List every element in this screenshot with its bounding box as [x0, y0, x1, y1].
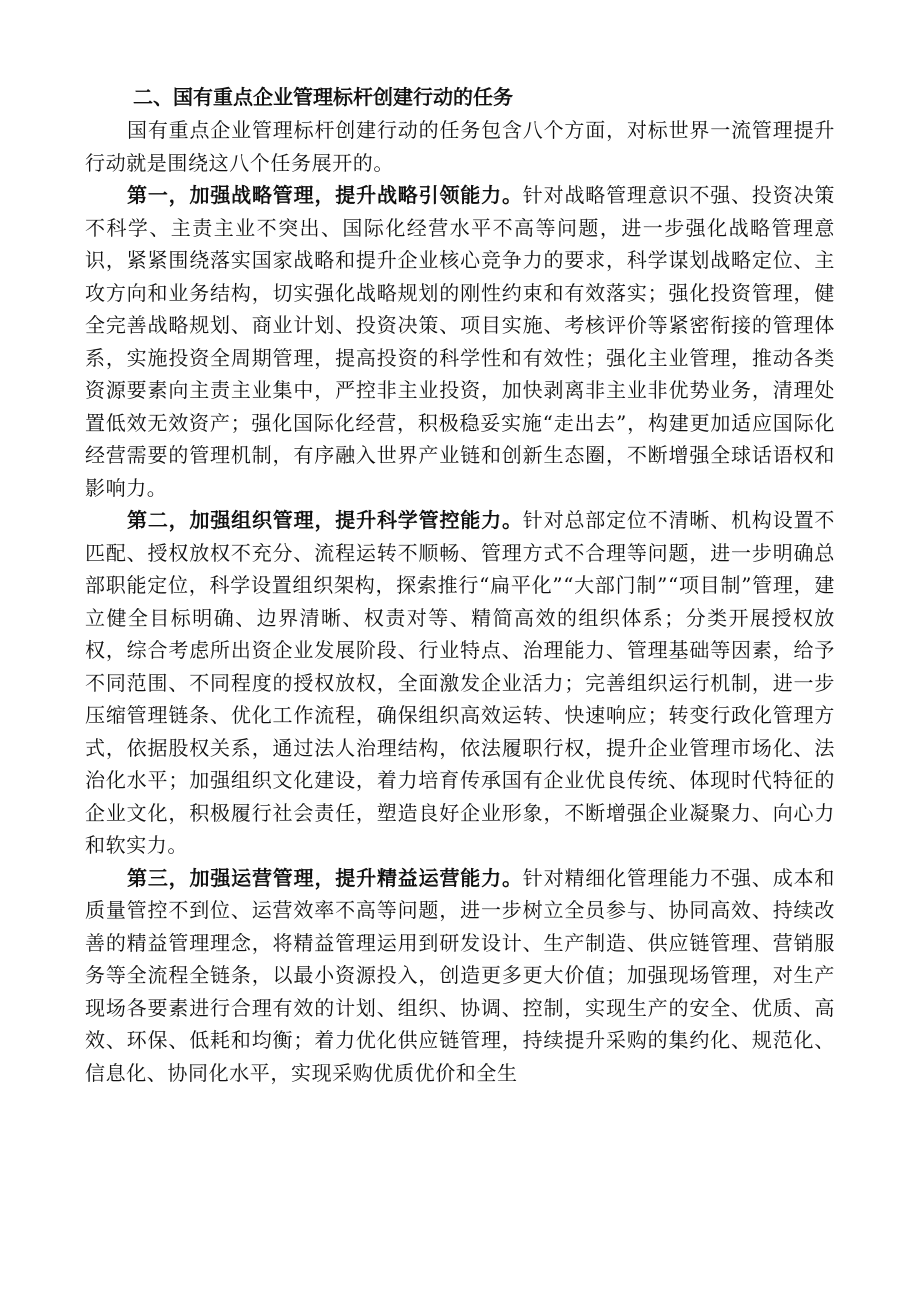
paragraph-lead: 第一，加强战略管理，提升战略引领能力。	[127, 183, 523, 207]
paragraph-body: 针对精细化管理能力不强、成本和质量管控不到位、运营效率不高等问题，进一步树立全员参与、协同高效、持续改善的精益管理理念，将精益管理运用到研发设计、生产制造、供应链管理、营销服务等全流程全链条，以最小资源投入，创造更多更大价值；加强现场管理，对生产现场各要素进行合理有效的计划、组织、协调、控制，实现生产的安全、优质、高效、环保、低耗和均衡；着力优化供应链管理，持续提升采购的集约化、规范化、信息化、协同化水平，实现采购优质优价和全生	[85, 865, 836, 1085]
paragraph-body: 针对总部定位不清晰、机构设置不匹配、授权放权不充分、流程运转不顺畅、管理方式不合理等问题，进一步明确总部职能定位，科学设置组织架构，探索推行“扁平化”“大部门制”“项目制”管理，建立健全目标明确、边界清晰、权责对等、精简高效的组织体系；分类开展授权放权，综合考虑所出资企业发展阶段、行业特点、治理能力、管理基础等因素，给予不同范围、不同程度的授权放权，全面激发企业活力；完善组织运行机制，进一步压缩管理链条、优化工作流程，确保组织高效运转、快速响应；转变行政化管理方式，依据股权关系，通过法人治理结构，依法履职行权，提升企业管理市场化、法治化水平；加强组织文化建设，着力培育传承国有企业优良传统、体现时代特征的企业文化，积极履行社会责任，塑造良好企业形象，不断增强企业凝聚力、向心力和软实力。	[85, 508, 836, 857]
section-heading: 二、国有重点企业管理标杆创建行动的任务	[133, 85, 513, 109]
paragraph-lead: 第三，加强运营管理，提升精益运营能力。	[127, 865, 523, 890]
paragraph-body: 针对战略管理意识不强、投资决策不科学、主责主业不突出、国际化经营水平不高等问题，进一步强化战略管理意识，紧紧围绕落实国家战略和提升企业核心竞争力的要求，科学谋划战略定位、主攻方向和业务结构，切实强化战略规划的刚性约束和有效落实；强化投资管理，健全完善战略规划、商业计划、投资决策、项目实施、考核评价等紧密衔接的管理体系，实施投资全周期管理，提高投资的科学性和有效性；强化主业管理，推动各类资源要素向主责主业集中，严控非主业投资，加快剥离非主业非优势业务，清理处置低效无效资产；强化国际化经营，积极稳妥实施“走出去”，构建更加适应国际化经营需要的管理机制，有序融入世界产业链和创新生态圈，不断增强全球话语权和影响力。	[85, 183, 836, 500]
paragraph-lead: 第二，加强组织管理，提升科学管控能力。	[127, 508, 523, 532]
intro-paragraph: 国有重点企业管理标杆创建行动的任务包含八个方面，对标世界一流管理提升行动就是围绕这八个任务展开的。	[85, 118, 835, 175]
document-page	[85, 80, 835, 1089]
paragraph-strategy-management	[85, 179, 835, 504]
paragraph-operation-management	[85, 862, 835, 1090]
paragraph-organization-management	[85, 504, 835, 862]
